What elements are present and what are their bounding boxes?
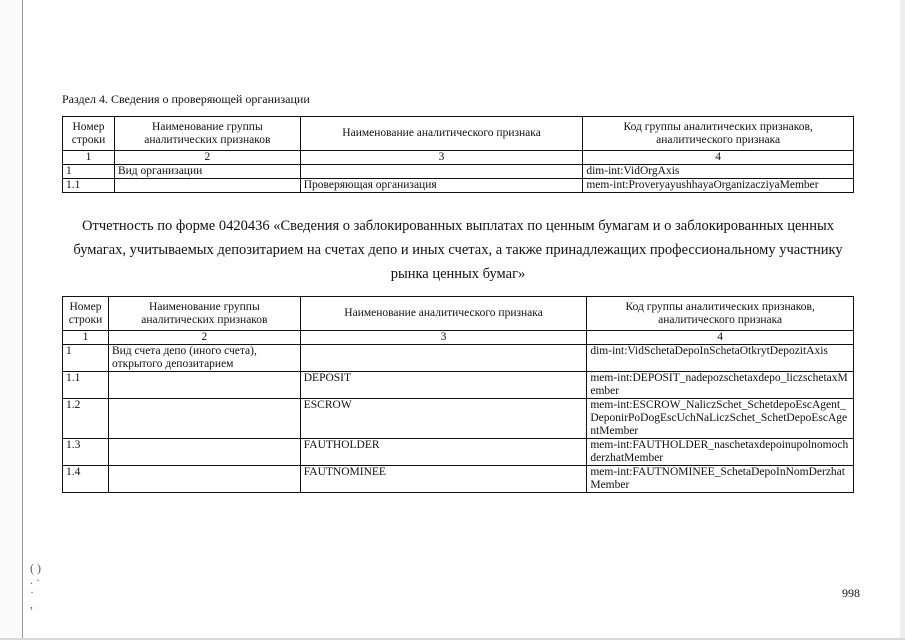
row-attr [300, 345, 587, 372]
row-code: mem-int:ESCROW_NaliczSchet_SchetdepoEscAgent_DeponirPoDogEscUchNaLiczSchet_SchetDepoEscAgentMember [587, 399, 854, 439]
page-number: 998 [842, 586, 860, 600]
row-attr: DEPOSIT [300, 372, 587, 399]
row-attr: FAUTHOLDER [300, 439, 587, 466]
row-no: 1 [63, 345, 109, 372]
col-num-1: 1 [63, 331, 109, 345]
report-table [62, 296, 854, 493]
row-group: Вид счета депо (иного счета), открытого депозитарием [108, 345, 300, 372]
header-code: Код группы аналитических признаков, аналитического признака [583, 117, 854, 151]
row-attr: FAUTNOMINEE [300, 466, 587, 493]
row-code: mem-int:FAUTNOMINEE_SchetaDepoInNomDerzhatMember [587, 466, 854, 493]
org-table [62, 116, 854, 193]
section-title: Раздел 4. Сведения о проверяющей организации [62, 92, 310, 106]
row-no: 1.1 [63, 179, 115, 193]
col-num-3: 3 [300, 331, 587, 345]
table-row [63, 345, 854, 372]
col-num-4: 4 [587, 331, 854, 345]
row-no: 1.4 [63, 466, 109, 493]
row-group [108, 439, 300, 466]
col-num-1: 1 [63, 151, 115, 165]
row-group [108, 372, 300, 399]
col-num-2: 2 [108, 331, 300, 345]
row-group: Вид организации [114, 165, 300, 179]
header-group-name: Наименование группы аналитических признаков [108, 297, 300, 331]
row-code: mem-int:FAUTHOLDER_naschetaxdepoinupolnomochderzhatMember [587, 439, 854, 466]
row-group [114, 179, 300, 193]
table-row [63, 165, 854, 179]
row-code: mem-int:DEPOSIT_nadepozschetaxdepo_liczschetaxMember [587, 372, 854, 399]
scan-left-edge [0, 0, 23, 640]
report-title: Отчетность по форме 0420436 «Сведения о заблокированных выплатах по ценным бумагам и о заблокированных ценных бумагах, учитываемых депозитарием на счетах депо и иных счетах, а также принадлежащих профессиональному участнику рынка ценных бумаг» [73, 218, 843, 282]
table-row [63, 399, 854, 439]
table-row [63, 439, 854, 466]
row-code: dim-int:VidOrgAxis [583, 165, 854, 179]
row-group [108, 466, 300, 493]
row-attr [300, 165, 583, 179]
table-row [63, 179, 854, 193]
row-code: mem-int:ProveryayushhayaOrganizacziyaMember [583, 179, 854, 193]
row-attr: Проверяющая организация [300, 179, 583, 193]
scan-right-edge [900, 0, 905, 640]
table-row [63, 372, 854, 399]
header-row-no: Номер строки [63, 297, 109, 331]
row-no: 1.1 [63, 372, 109, 399]
row-code: dim-int:VidSchetaDepoInSchetaOtkrytDepozitAxis [587, 345, 854, 372]
row-group [108, 399, 300, 439]
row-no: 1 [63, 165, 115, 179]
col-num-3: 3 [300, 151, 583, 165]
header-group-name: Наименование группы аналитических признаков [114, 117, 300, 151]
col-num-2: 2 [114, 151, 300, 165]
header-attr-name: Наименование аналитического признака [300, 117, 583, 151]
col-num-4: 4 [583, 151, 854, 165]
row-no: 1.2 [63, 399, 109, 439]
table-row [63, 466, 854, 493]
header-row-no: Номер строки [63, 117, 115, 151]
row-attr: ESCROW [300, 399, 587, 439]
margin-marks: ( ) . · · , [30, 561, 41, 611]
header-code: Код группы аналитических признаков, аналитического признака [587, 297, 854, 331]
row-no: 1.3 [63, 439, 109, 466]
header-attr-name: Наименование аналитического признака [300, 297, 587, 331]
